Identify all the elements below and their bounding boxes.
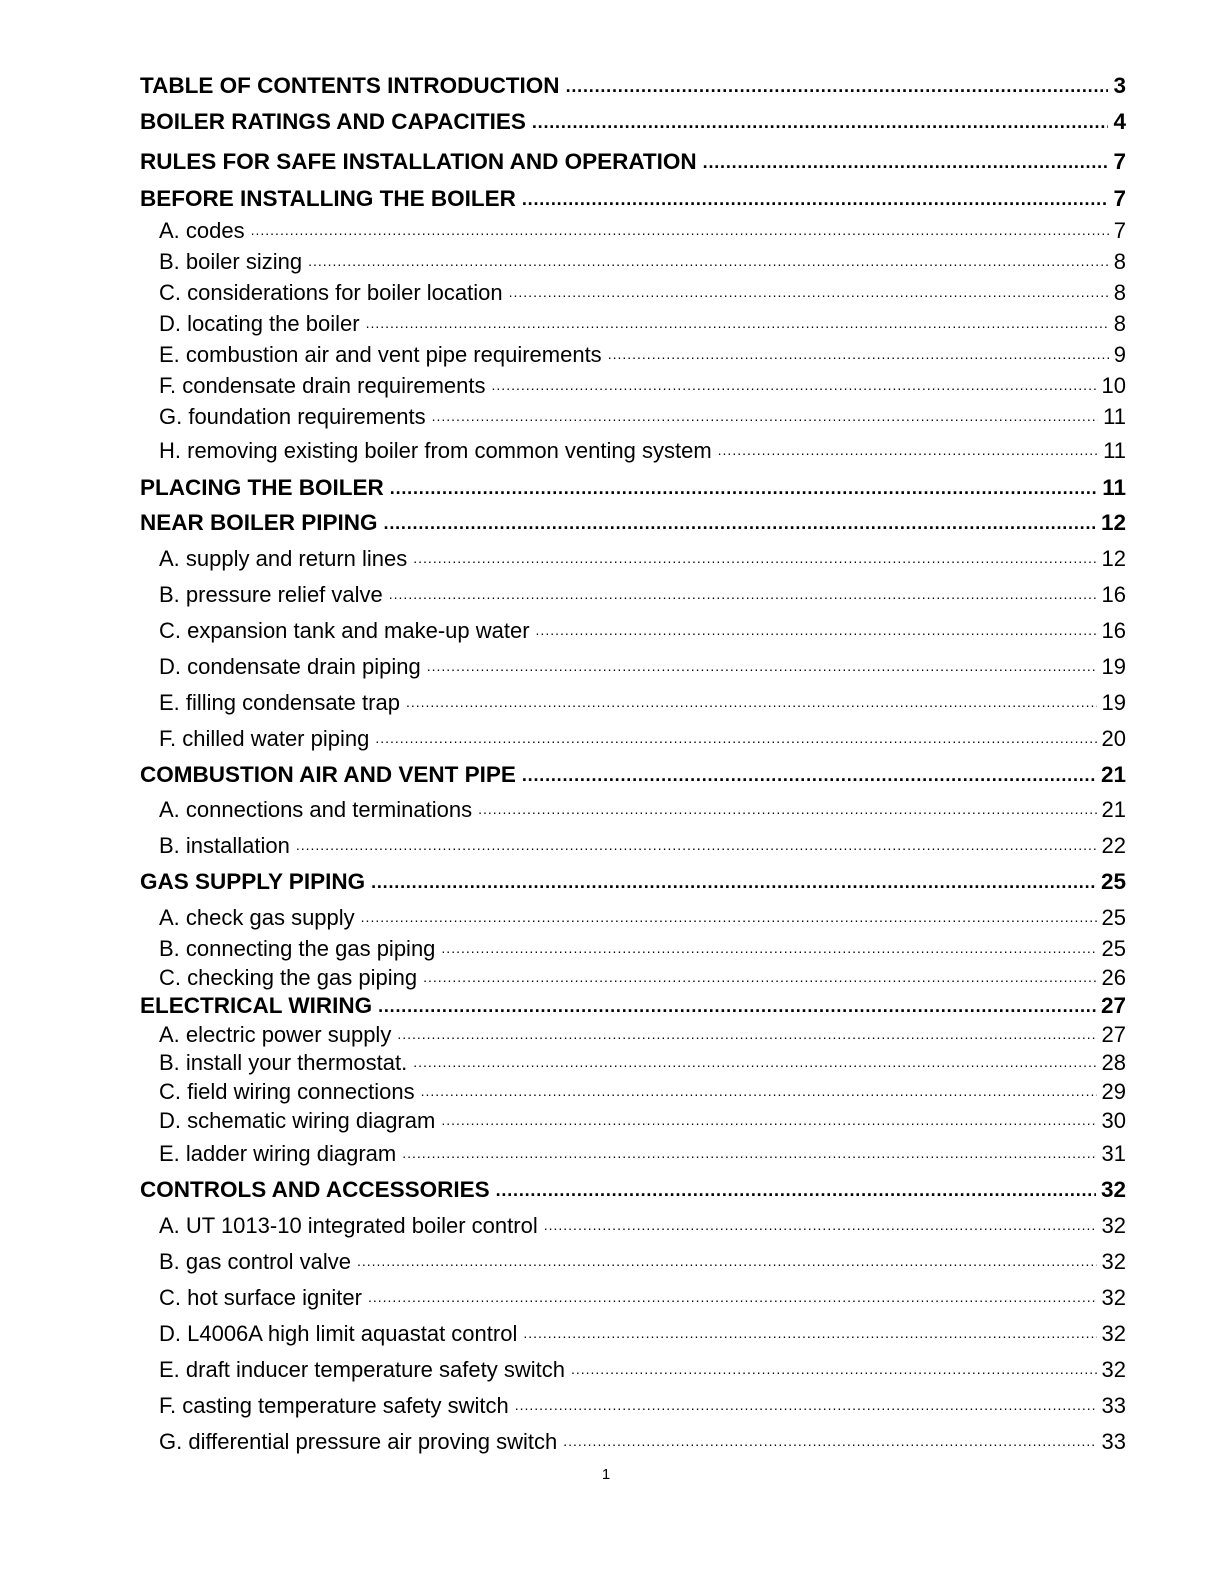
toc-entry — [140, 828, 1126, 858]
toc-entry-label: B. boiler sizing — [159, 249, 303, 274]
dot-leader — [536, 618, 1097, 642]
toc-entry-label: RULES FOR SAFE INSTALLATION AND OPERATION — [140, 149, 697, 174]
dot-leader — [368, 1285, 1097, 1309]
toc-entry-page: 16 — [1101, 582, 1126, 607]
dot-leader — [361, 905, 1097, 929]
toc-entry-page: 21 — [1101, 797, 1126, 822]
toc-entry — [140, 988, 1126, 1018]
toc-entry-label: B. pressure relief valve — [159, 582, 383, 607]
dot-leader — [402, 1141, 1096, 1165]
toc-entry-label: B. install your thermostat. — [159, 1050, 408, 1075]
toc-entry-label: C. field wiring connections — [159, 1079, 415, 1104]
toc-entry — [140, 368, 1126, 398]
toc-entry — [140, 931, 1126, 961]
toc-entry — [140, 1352, 1126, 1382]
toc-entry — [140, 1074, 1126, 1104]
toc-entry-label: A. UT 1013-10 integrated boiler control — [159, 1213, 538, 1238]
toc-entry — [140, 577, 1126, 607]
toc-entry-label: C. checking the gas piping — [159, 965, 418, 990]
toc-entry-page: 25 — [1101, 936, 1126, 961]
toc-entry-label: D. condensate drain piping — [159, 654, 421, 679]
dot-leader — [406, 690, 1097, 714]
dot-leader — [532, 110, 1109, 134]
toc-entry-label: C. considerations for boiler location — [159, 280, 503, 305]
toc-entry-page: 7 — [1113, 149, 1126, 174]
dot-leader — [608, 342, 1109, 366]
toc-entry-page: 22 — [1101, 833, 1126, 858]
dot-leader — [427, 654, 1097, 678]
toc-entry — [140, 1388, 1126, 1418]
toc-entry-page: 29 — [1101, 1079, 1126, 1104]
toc-entry — [140, 144, 1126, 174]
dot-leader — [478, 797, 1096, 821]
toc-entry-page: 20 — [1101, 726, 1126, 751]
toc-entry-label: ELECTRICAL WIRING — [140, 993, 373, 1018]
toc-entry — [140, 864, 1126, 894]
toc-entry-label: E. filling condensate trap — [159, 690, 400, 715]
toc-entry — [140, 792, 1126, 822]
toc-entry — [140, 275, 1126, 305]
toc-entry — [140, 757, 1126, 787]
dot-leader — [718, 438, 1099, 462]
toc-entry-label: G. differential pressure air proving switch — [159, 1429, 558, 1454]
toc-entry — [140, 541, 1126, 571]
toc-entry — [140, 960, 1126, 990]
toc-entry — [140, 1424, 1126, 1454]
toc-entry-page: 10 — [1101, 373, 1126, 398]
toc-entry-label: A. supply and return lines — [159, 546, 408, 571]
toc-entry-label: E. ladder wiring diagram — [159, 1141, 397, 1166]
toc-entry-page: 16 — [1101, 618, 1126, 643]
dot-leader — [357, 1249, 1097, 1273]
toc-entry-label: A. electric power supply — [159, 1022, 392, 1047]
toc-entry-page: 12 — [1101, 546, 1126, 571]
dot-leader — [390, 476, 1097, 500]
toc-entry-label: TABLE OF CONTENTS INTRODUCTION — [140, 73, 560, 98]
dot-leader — [522, 187, 1109, 211]
dot-leader — [375, 726, 1096, 750]
toc-entry-page: 4 — [1113, 109, 1126, 134]
toc-entry-label: D. locating the boiler — [159, 311, 360, 336]
toc-entry-page: 25 — [1100, 869, 1126, 894]
toc-entry — [140, 104, 1126, 134]
toc-entry-label: B. gas control valve — [159, 1249, 351, 1274]
toc-entry — [140, 1103, 1126, 1133]
toc-entry — [140, 1244, 1126, 1274]
dot-leader — [366, 311, 1109, 335]
toc-entry — [140, 505, 1126, 535]
toc-entry — [140, 470, 1126, 500]
toc-entry-label: F. casting temperature safety switch — [159, 1393, 509, 1418]
toc-entry-label: B. connecting the gas piping — [159, 936, 436, 961]
toc-entry-page: 12 — [1100, 510, 1126, 535]
dot-leader — [441, 936, 1096, 960]
toc-entry-page: 7 — [1113, 218, 1126, 243]
dot-leader — [571, 1357, 1097, 1381]
toc-entry — [140, 1172, 1126, 1202]
toc-entry — [140, 1136, 1126, 1166]
toc-entry — [140, 649, 1126, 679]
toc-entry — [140, 1316, 1126, 1346]
toc-entry — [140, 900, 1126, 930]
dot-leader — [413, 546, 1096, 570]
toc-entry-label: G. foundation requirements — [159, 404, 426, 429]
toc-entry-page: 28 — [1101, 1050, 1126, 1075]
toc-entry-label: E. draft inducer temperature safety switch — [159, 1357, 565, 1382]
toc-entry-label: BOILER RATINGS AND CAPACITIES — [140, 109, 526, 134]
dot-leader — [432, 404, 1099, 428]
toc-entry-label: F. condensate drain requirements — [159, 373, 486, 398]
toc-entry-label: GAS SUPPLY PIPING — [140, 869, 366, 894]
toc-entry-page: 9 — [1113, 342, 1126, 367]
toc-entry-label: CONTROLS AND ACCESSORIES — [140, 1177, 490, 1202]
toc-entry-label: B. installation — [159, 833, 290, 858]
dot-leader — [378, 994, 1096, 1018]
toc-entry-page: 8 — [1113, 311, 1126, 336]
dot-leader — [421, 1079, 1097, 1103]
dot-leader — [522, 763, 1096, 787]
toc-entry-page: 27 — [1101, 1022, 1126, 1047]
dot-leader — [544, 1213, 1097, 1237]
toc-entry-page: 32 — [1101, 1357, 1126, 1382]
toc-entry-page: 32 — [1101, 1321, 1126, 1346]
toc-entry-page: 8 — [1113, 280, 1126, 305]
toc-entry-page: 8 — [1113, 249, 1126, 274]
dot-leader — [389, 582, 1097, 606]
toc-entry-page: 11 — [1103, 438, 1126, 463]
toc-entry-label: BEFORE INSTALLING THE BOILER — [140, 186, 516, 211]
toc-entry-page: 3 — [1113, 73, 1126, 98]
toc-entry-page: 26 — [1101, 965, 1126, 990]
toc-entry-page: 32 — [1101, 1213, 1126, 1238]
dot-leader — [296, 833, 1097, 857]
toc-entry-page: 33 — [1101, 1393, 1126, 1418]
dot-leader — [308, 249, 1109, 273]
toc-entry-label: PLACING THE BOILER — [140, 475, 384, 500]
toc-entry — [140, 68, 1126, 98]
dot-leader — [371, 870, 1096, 894]
dot-leader — [496, 1178, 1096, 1202]
dot-leader — [703, 150, 1109, 174]
toc-entry-label: A. codes — [159, 218, 245, 243]
toc-entry — [140, 613, 1126, 643]
toc-entry-page: 11 — [1103, 404, 1126, 429]
dot-leader — [384, 511, 1096, 535]
toc-entry — [140, 213, 1126, 243]
toc-entry — [140, 1045, 1126, 1075]
toc-entry-label: C. expansion tank and make-up water — [159, 618, 530, 643]
toc-entry — [140, 306, 1126, 336]
dot-leader — [441, 1108, 1096, 1132]
toc-entry-page: 11 — [1102, 475, 1126, 500]
dot-leader — [515, 1393, 1097, 1417]
toc-entry-page: 32 — [1101, 1249, 1126, 1274]
toc-entry-page: 33 — [1101, 1429, 1126, 1454]
dot-leader — [563, 1429, 1096, 1453]
dot-leader — [251, 218, 1109, 242]
toc-entry-page: 7 — [1113, 186, 1126, 211]
toc-entry-label: COMBUSTION AIR AND VENT PIPE — [140, 762, 516, 787]
toc-entry-label: A. check gas supply — [159, 905, 355, 930]
toc-entry-label: NEAR BOILER PIPING — [140, 510, 378, 535]
toc-entry — [140, 721, 1126, 751]
toc-entry-page: 21 — [1100, 762, 1126, 787]
toc-entry-page: 30 — [1101, 1108, 1126, 1133]
toc-entry-label: C. hot surface igniter — [159, 1285, 362, 1310]
dot-leader — [397, 1022, 1096, 1046]
toc-entry — [140, 1208, 1126, 1238]
toc-entry-page: 19 — [1101, 654, 1126, 679]
dot-leader — [492, 373, 1097, 397]
toc-entry-page: 31 — [1101, 1141, 1126, 1166]
toc-entry-label: A. connections and terminations — [159, 797, 473, 822]
toc-entry-page: 32 — [1101, 1285, 1126, 1310]
dot-leader — [423, 965, 1096, 989]
toc-entry-page: 27 — [1100, 993, 1126, 1018]
toc-entry-page: 25 — [1101, 905, 1126, 930]
dot-leader — [566, 74, 1109, 98]
toc-entry — [140, 685, 1126, 715]
dot-leader — [523, 1321, 1096, 1345]
toc-entry-page: 32 — [1100, 1177, 1126, 1202]
toc-entry — [140, 433, 1126, 463]
toc-entry — [140, 181, 1126, 211]
page-number: 1 — [601, 1466, 611, 1483]
dot-leader — [509, 280, 1109, 304]
toc-entry-label: F. chilled water piping — [159, 726, 370, 751]
toc-entry — [140, 337, 1126, 367]
toc-entry-label: D. schematic wiring diagram — [159, 1108, 436, 1133]
toc-entry-page: 19 — [1101, 690, 1126, 715]
toc-entry-label: D. L4006A high limit aquastat control — [159, 1321, 518, 1346]
toc-entry-label: H. removing existing boiler from common venting system — [159, 438, 712, 463]
toc-entry — [140, 1017, 1126, 1047]
dot-leader — [413, 1050, 1096, 1074]
toc-entry — [140, 1280, 1126, 1310]
toc-entry-label: E. combustion air and vent pipe requirements — [159, 342, 602, 367]
toc-entry — [140, 399, 1126, 429]
toc-entry — [140, 244, 1126, 274]
